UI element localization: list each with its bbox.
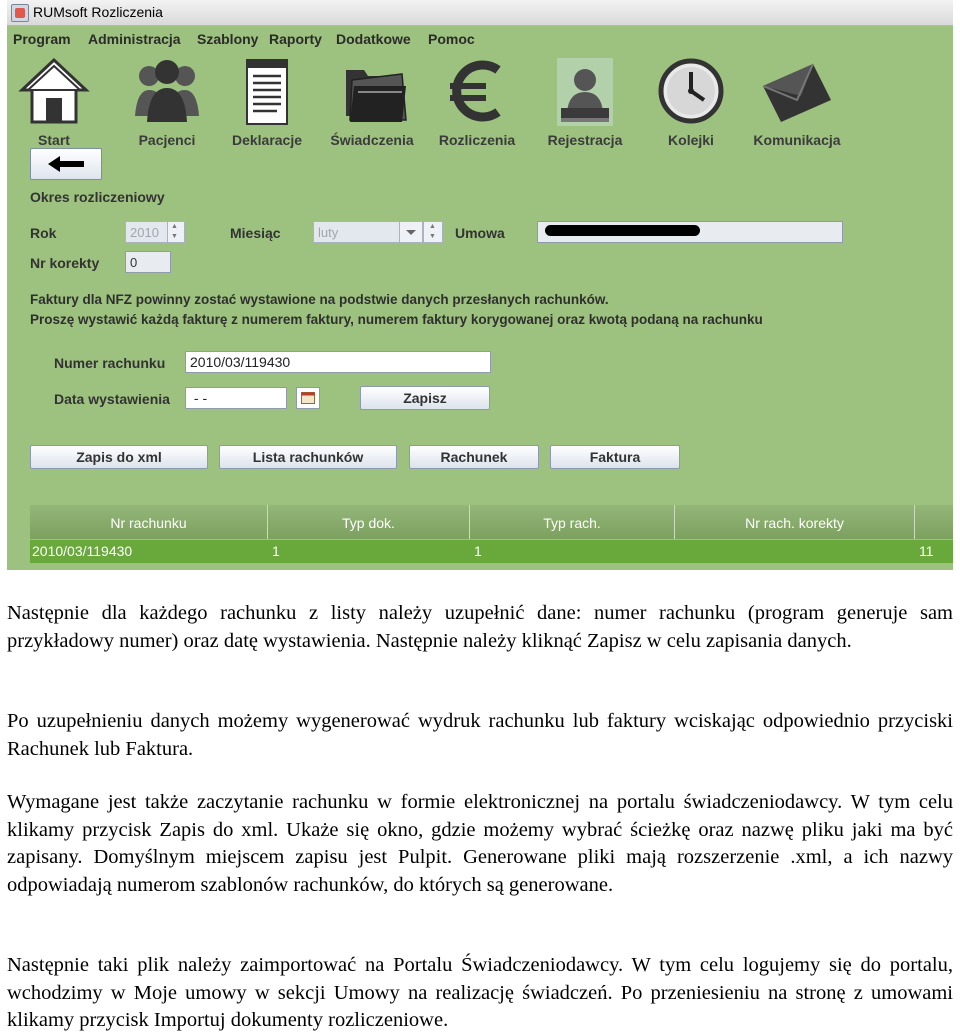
section-title: Okres rozliczeniowy bbox=[30, 189, 165, 205]
toolbar-label: Rejestracja bbox=[547, 132, 623, 148]
toolbar-label: Kolejki bbox=[668, 132, 714, 148]
table-cell: 11 bbox=[919, 543, 934, 559]
chevron-down-icon[interactable] bbox=[399, 222, 422, 242]
back-button[interactable] bbox=[30, 148, 102, 180]
menu-raporty[interactable]: Raporty bbox=[269, 31, 322, 47]
toolbar-label: Komunikacja bbox=[753, 132, 841, 148]
rok-spinner[interactable] bbox=[125, 221, 185, 243]
spinner-buttons[interactable]: ▲ ▼ bbox=[424, 222, 442, 242]
rok-value: 2010 bbox=[130, 225, 159, 240]
toolbar-rejestracja[interactable] bbox=[535, 56, 635, 152]
folders-icon bbox=[332, 56, 412, 126]
table-cell bbox=[677, 540, 679, 563]
column-header-partial[interactable] bbox=[915, 505, 953, 539]
paragraph-4: Następnie taki plik należy zaimportować na Portalu Świadczeniodawcy. W tym celu logujemy się do portalu, wchodzimy w Moje umowy w sekcji Umowy na realizację świadczeń. Po przeniesieniu na stronę z umowami klikamy przycisk Importuj dokumenty rozliczeniowe. bbox=[7, 954, 953, 1031]
calendar-icon bbox=[301, 392, 315, 404]
data-wystawienia-input[interactable]: - - bbox=[185, 387, 287, 409]
app-icon bbox=[11, 4, 29, 22]
menu-szablony[interactable]: Szablony bbox=[197, 31, 259, 47]
reception-icon bbox=[553, 56, 617, 128]
toolbar-komunikacja[interactable] bbox=[747, 56, 847, 152]
numer-rachunku-input[interactable]: 2010/03/119430 bbox=[185, 351, 491, 373]
application-window bbox=[7, 0, 953, 570]
rachunek-button[interactable]: Rachunek bbox=[409, 445, 539, 469]
toolbar-label: Start bbox=[38, 132, 70, 148]
table-header bbox=[30, 505, 953, 539]
toolbar-pacjenci[interactable] bbox=[117, 56, 217, 152]
window-title: RUMsoft Rozliczenia bbox=[33, 4, 163, 20]
toolbar-deklaracje[interactable] bbox=[217, 56, 317, 152]
toolbar-swiadczenia[interactable] bbox=[322, 56, 422, 152]
rok-label: Rok bbox=[30, 225, 57, 241]
note-line-1: Faktury dla NFZ powinny zostać wystawione na podstwie danych przesłanych rachunków. bbox=[30, 292, 609, 307]
toolbar-start[interactable] bbox=[7, 56, 104, 152]
miesiac-value: luty bbox=[318, 225, 339, 240]
clock-icon bbox=[656, 56, 726, 126]
paragraph-2: Po uzupełnieniu danych możemy wygenerować wydruk rachunku lub faktury wciskając odpowiednio przyciski Rachunek lub Faktura. bbox=[7, 710, 953, 760]
column-header[interactable]: Typ rach. bbox=[470, 505, 675, 539]
redaction-mark bbox=[545, 225, 700, 236]
note-line-2: Proszę wystawić każdą fakturę z numerem faktury, numerem faktury korygowanej oraz kwotą podaną na rachunku bbox=[30, 312, 763, 327]
column-header[interactable]: Typ dok. bbox=[268, 505, 470, 539]
column-header[interactable]: Nr rachunku bbox=[30, 505, 268, 539]
table-cell: 1 bbox=[474, 543, 482, 559]
miesiac-combo[interactable] bbox=[313, 221, 423, 243]
faktura-button[interactable]: Faktura bbox=[550, 445, 680, 469]
table-cell: 1 bbox=[272, 543, 280, 559]
calendar-button[interactable] bbox=[296, 387, 320, 409]
toolbar-kolejki[interactable] bbox=[641, 56, 741, 152]
miesiac-spinner[interactable] bbox=[423, 221, 443, 243]
nr-korekty-label: Nr korekty bbox=[30, 255, 100, 271]
menu-dodatkowe[interactable]: Dodatkowe bbox=[336, 31, 411, 47]
data-wystawienia-label: Data wystawienia bbox=[54, 391, 170, 407]
menu-program[interactable]: Program bbox=[13, 31, 71, 47]
arrow-left-icon bbox=[48, 156, 84, 172]
title-bar bbox=[7, 0, 953, 26]
toolbar-label: Świadczenia bbox=[330, 132, 414, 148]
paragraph-1: Następnie dla każdego rachunku z listy należy uzupełnić dane: numer rachunku (program generuje sam przykładowy numer) oraz datę wystawienia. Następnie należy kliknąć Zapisz w celu zapisania danych. bbox=[7, 602, 953, 652]
zapisz-button[interactable]: Zapisz bbox=[360, 386, 490, 410]
miesiac-label: Miesiąc bbox=[230, 225, 281, 241]
house-icon bbox=[18, 56, 90, 126]
toolbar-label: Rozliczenia bbox=[438, 132, 516, 148]
people-icon bbox=[127, 56, 207, 126]
menu-pomoc[interactable]: Pomoc bbox=[428, 31, 475, 47]
nr-korekty-field[interactable]: 0 bbox=[125, 251, 171, 273]
spinner-buttons[interactable]: ▲ ▼ bbox=[167, 222, 184, 242]
euro-icon bbox=[442, 56, 512, 126]
toolbar-rozliczenia[interactable] bbox=[427, 56, 527, 152]
zapis-xml-button[interactable]: Zapis do xml bbox=[30, 445, 208, 469]
umowa-label: Umowa bbox=[455, 225, 505, 241]
table-row[interactable] bbox=[30, 540, 953, 563]
menu-bar bbox=[7, 26, 953, 53]
table-cell: 2010/03/119430 bbox=[32, 543, 133, 559]
toolbar-label: Pacjenci bbox=[138, 132, 196, 148]
toolbar-label: Deklaracje bbox=[231, 132, 303, 148]
rachunki-table bbox=[30, 505, 953, 570]
envelope-icon bbox=[757, 56, 837, 126]
paragraph-3: Wymagane jest także zaczytanie rachunku w formie elektronicznej na portalu świadczeniodawcy. W tym celu klikamy przycisk Zapis do xml. Ukaże się okno, gdzie możemy wybrać ścieżkę oraz nazwę pliku jaki ma być zapisany. Domyślnym miejscem zapisu jest Pulpit. Generowane pliki mają rozszerzenie .xml, a ich nazwy odpowiadają numerom szablonów rachunków, do których są generowane. bbox=[7, 791, 953, 896]
numer-rachunku-label: Numer rachunku bbox=[54, 355, 166, 371]
document-icon bbox=[237, 56, 297, 128]
column-header[interactable]: Nr rach. korekty bbox=[675, 505, 915, 539]
lista-rachunkow-button[interactable]: Lista rachunków bbox=[219, 445, 397, 469]
menu-administracja[interactable]: Administracja bbox=[88, 31, 181, 47]
